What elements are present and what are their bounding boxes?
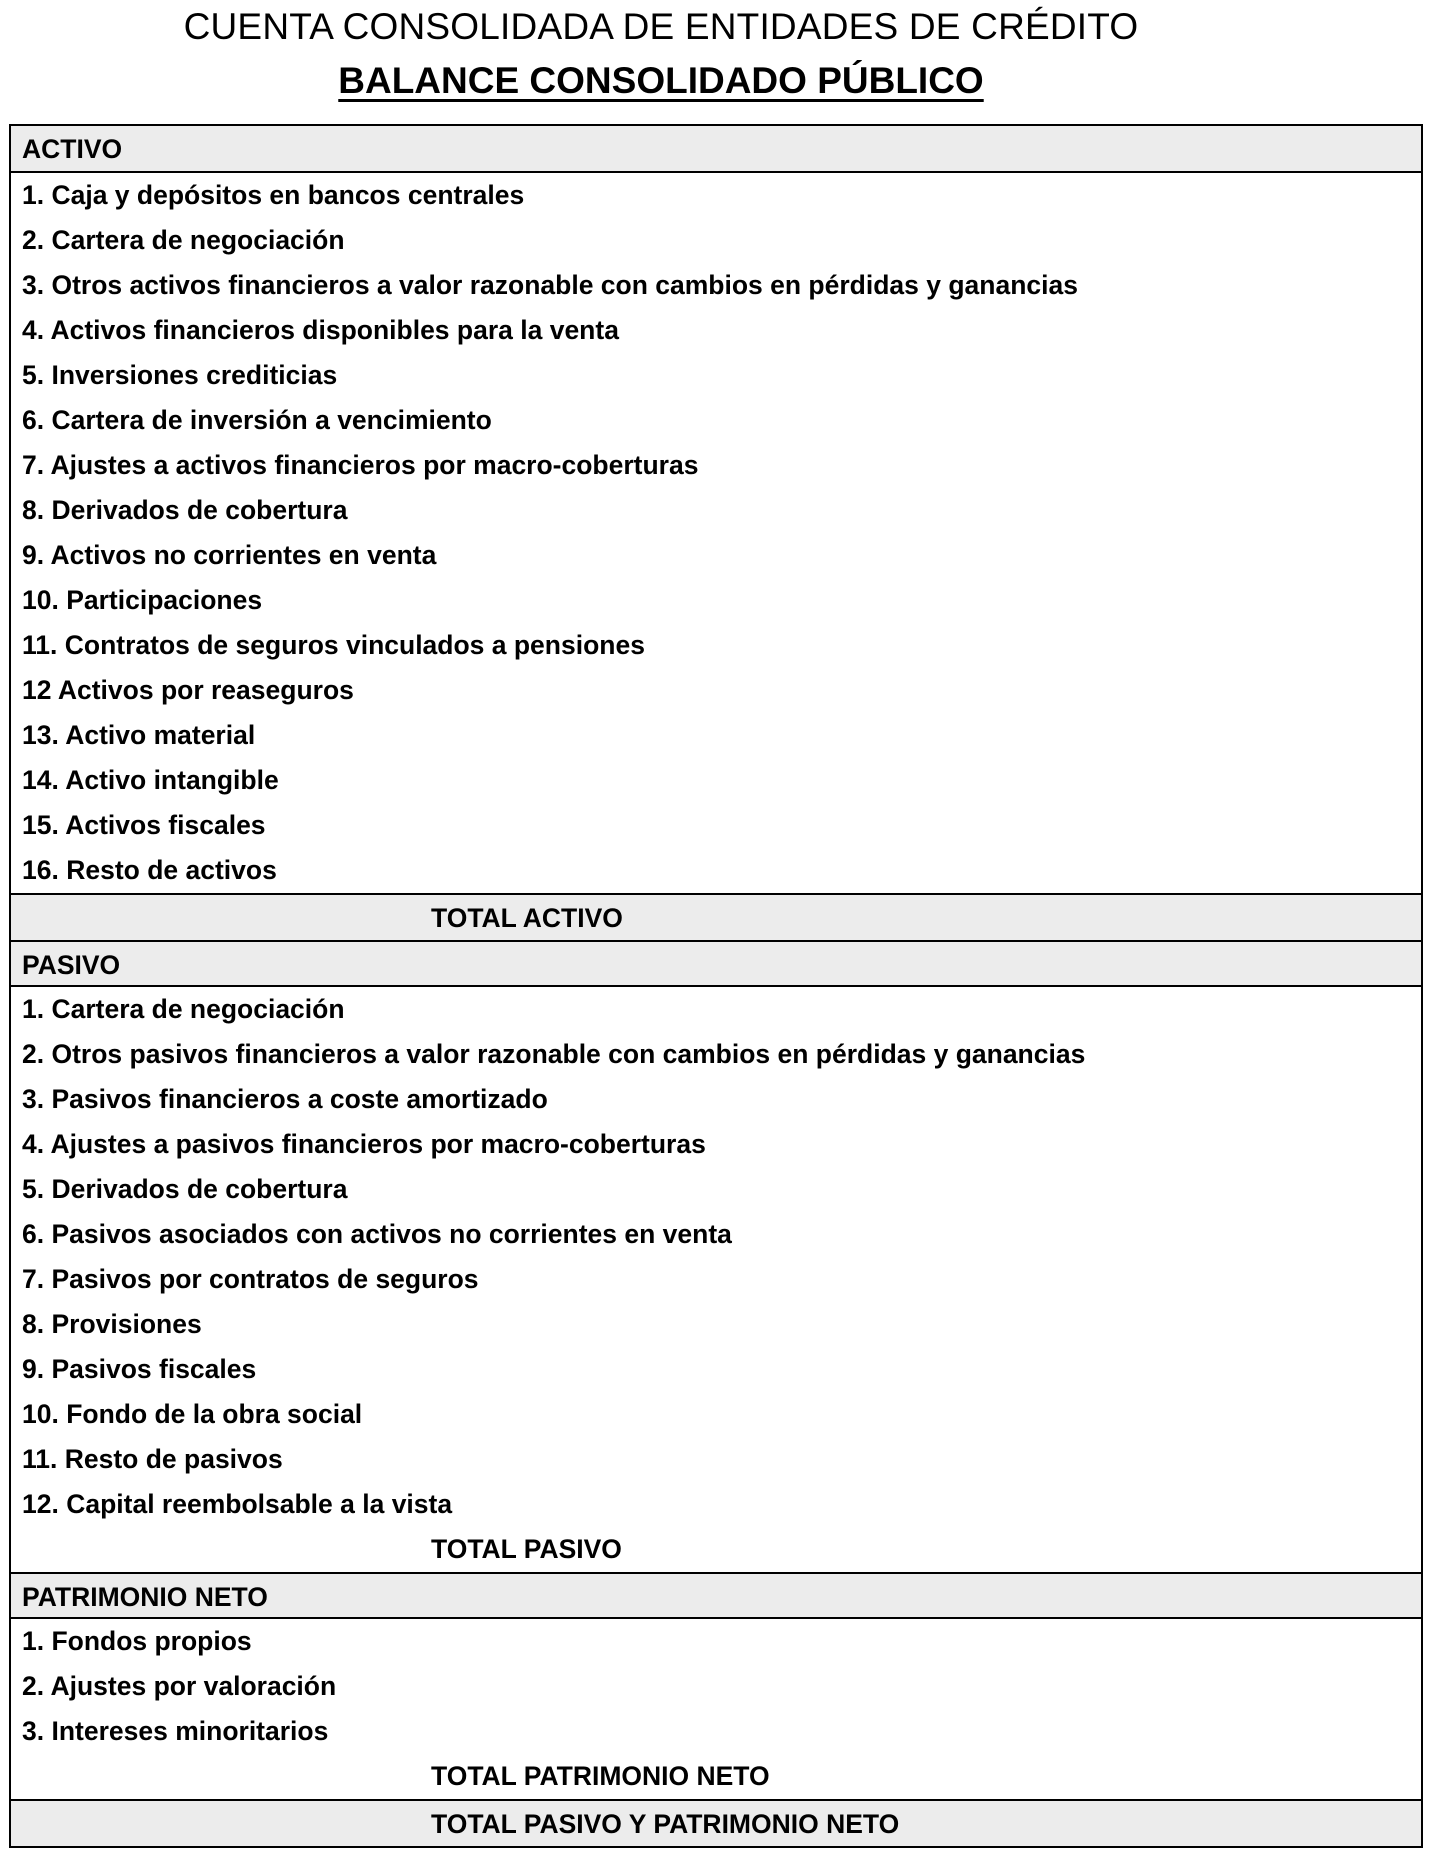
table-row: 3. Otros activos financieros a valor razonable con cambios en pérdidas y ganancias [22,270,1078,300]
table-row: 11. Resto de pasivos [22,1444,283,1474]
table-row: 5. Derivados de cobertura [22,1174,348,1204]
table-row: 6. Pasivos asociados con activos no corrientes en venta [22,1219,732,1249]
table-row: 7. Pasivos por contratos de seguros [22,1264,479,1294]
table-row: 10. Participaciones [22,585,263,615]
table-row: 13. Activo material [22,720,256,750]
section-heading-activo: ACTIVO [11,126,1421,173]
table-row: 15. Activos fiscales [22,810,266,840]
activo-items [11,173,1421,893]
total-patrimonio-neto: TOTAL PATRIMONIO NETO [431,1761,770,1791]
table-row: 1. Cartera de negociación [22,994,345,1024]
document-subtitle: BALANCE CONSOLIDADO PÚBLICO [338,60,984,101]
total-pasivo: TOTAL PASIVO [431,1534,622,1564]
patrimonio-items [11,1619,1421,1754]
section-heading-patrimonio: PATRIMONIO NETO [11,1572,1421,1619]
table-row: 7. Ajustes a activos financieros por macro-coberturas [22,450,699,480]
table-row: 1. Caja y depósitos en bancos centrales [22,180,525,210]
table-row: 2. Cartera de negociación [22,225,345,255]
balance-table [9,124,1423,1848]
pasivo-items [11,987,1421,1527]
table-row: 9. Activos no corrientes en venta [22,540,437,570]
table-row: 10. Fondo de la obra social [22,1399,363,1429]
table-row: 9. Pasivos fiscales [22,1354,257,1384]
table-row: 3. Pasivos financieros a coste amortizado [22,1084,548,1114]
section-heading-pasivo: PASIVO [11,940,1421,987]
table-row: 12. Capital reembolsable a la vista [22,1489,453,1519]
table-row: 6. Cartera de inversión a vencimiento [22,405,492,435]
table-row: 1. Fondos propios [22,1626,252,1656]
table-row: 16. Resto de activos [22,855,277,885]
table-row: 8. Derivados de cobertura [22,495,348,525]
table-row: 3. Intereses minoritarios [22,1716,329,1746]
table-row: 4. Ajustes a pasivos financieros por macro-coberturas [22,1129,706,1159]
table-row: 2. Ajustes por valoración [22,1671,337,1701]
total-pasivo-y-patrimonio-neto: TOTAL PASIVO Y PATRIMONIO NETO [11,1799,1421,1846]
table-row: 2. Otros pasivos financieros a valor razonable con cambios en pérdidas y ganancias [22,1039,1086,1069]
table-row: 11. Contratos de seguros vinculados a pensiones [22,630,645,660]
table-row: 14. Activo intangible [22,765,279,795]
table-row: 4. Activos financieros disponibles para la venta [22,315,619,345]
total-activo: TOTAL ACTIVO [11,893,1421,940]
table-row: 12 Activos por reaseguros [22,675,354,705]
document-title: CUENTA CONSOLIDADA DE ENTIDADES DE CRÉDITO [183,6,1139,47]
table-row: 8. Provisiones [22,1309,202,1339]
table-row: 5. Inversiones crediticias [22,360,338,390]
